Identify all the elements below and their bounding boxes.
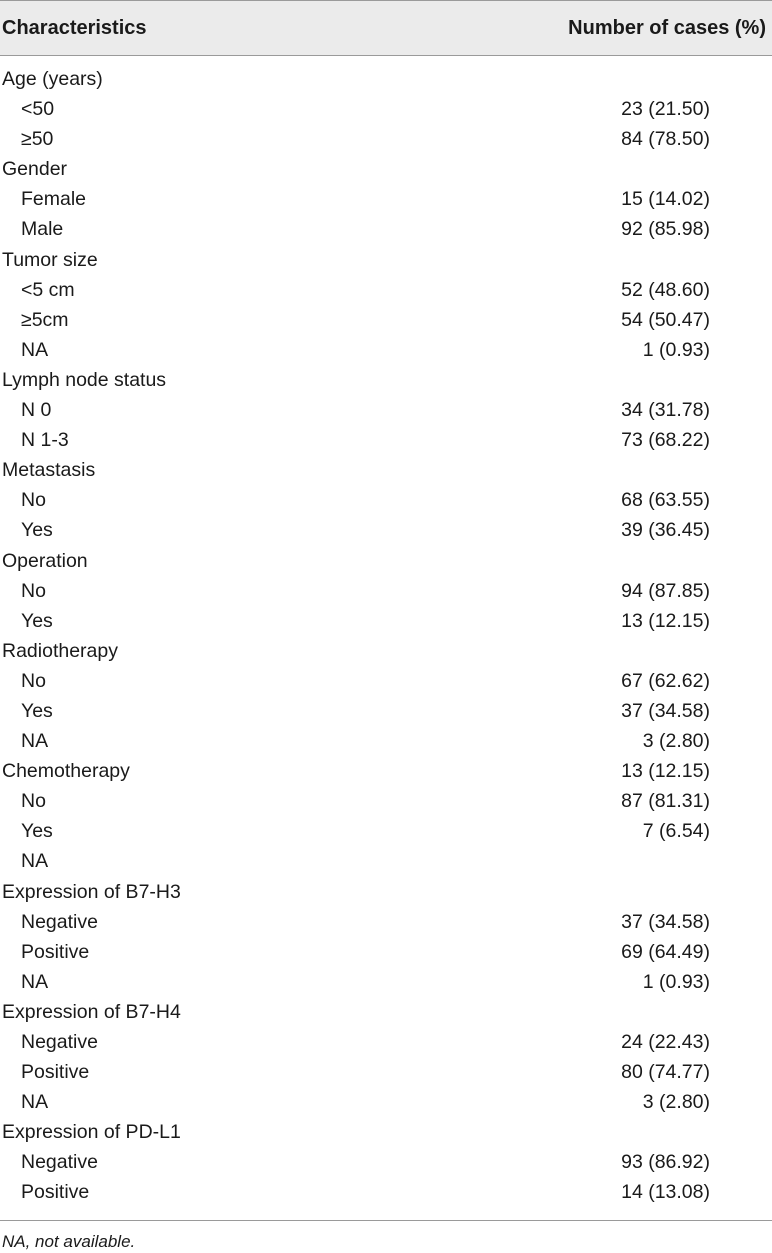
row-value: 13 (12.15) bbox=[621, 609, 710, 632]
row-value: 1 (0.93) bbox=[642, 970, 710, 993]
row-sublabel: NA bbox=[21, 338, 49, 361]
table-row bbox=[0, 786, 772, 816]
table-row bbox=[0, 94, 772, 124]
table-row bbox=[0, 245, 772, 275]
row-sublabel: N 1-3 bbox=[21, 429, 69, 452]
row-sublabel: <5 cm bbox=[21, 278, 75, 301]
row-value: 3 (2.80) bbox=[642, 1091, 710, 1114]
table-row bbox=[0, 1057, 772, 1087]
table-row bbox=[0, 816, 772, 846]
row-value: 52 (48.60) bbox=[621, 278, 710, 301]
row-sublabel: Yes bbox=[21, 820, 53, 843]
row-value: 93 (86.92) bbox=[621, 1151, 710, 1174]
table-row bbox=[0, 907, 772, 937]
row-category-label: Metastasis bbox=[2, 459, 96, 482]
row-category-label: Tumor size bbox=[2, 248, 98, 271]
table-row bbox=[0, 877, 772, 907]
row-value: 37 (34.58) bbox=[621, 910, 710, 933]
row-category-label: Expression of B7-H4 bbox=[2, 1000, 181, 1023]
table-row bbox=[0, 184, 772, 214]
row-category-label: Chemotherapy bbox=[2, 760, 130, 783]
table-row bbox=[0, 636, 772, 666]
row-sublabel: N 0 bbox=[21, 399, 52, 422]
row-value: 92 (85.98) bbox=[621, 218, 710, 241]
header-number-of-cases: Number of cases (%) bbox=[568, 17, 766, 39]
row-value: 37 (34.58) bbox=[621, 699, 710, 722]
row-value: 14 (13.08) bbox=[621, 1181, 710, 1204]
row-sublabel: Negative bbox=[21, 1151, 98, 1174]
table-row bbox=[0, 365, 772, 395]
table-row bbox=[0, 425, 772, 455]
row-sublabel: Female bbox=[21, 188, 87, 211]
row-sublabel: Positive bbox=[21, 1181, 90, 1204]
row-value: 54 (50.47) bbox=[621, 308, 710, 331]
row-value: 23 (21.50) bbox=[621, 98, 710, 121]
row-value: 34 (31.78) bbox=[621, 399, 710, 422]
table-row bbox=[0, 64, 772, 94]
row-category-label: Operation bbox=[2, 549, 88, 572]
table-row bbox=[0, 726, 772, 756]
row-sublabel: Yes bbox=[21, 699, 53, 722]
header-characteristics: Characteristics bbox=[2, 17, 147, 39]
table-row bbox=[0, 275, 772, 305]
row-value: 7 (6.54) bbox=[642, 820, 710, 843]
row-sublabel: Yes bbox=[21, 609, 53, 632]
table-row bbox=[0, 1177, 772, 1207]
row-sublabel: <50 bbox=[21, 98, 55, 121]
table-row bbox=[0, 997, 772, 1027]
row-category-label: Age (years) bbox=[2, 68, 103, 90]
row-sublabel: Positive bbox=[21, 1061, 90, 1084]
table-header bbox=[0, 0, 772, 56]
table-row bbox=[0, 395, 772, 425]
table-row bbox=[0, 576, 772, 606]
table-row bbox=[0, 1087, 772, 1117]
row-sublabel: No bbox=[21, 669, 46, 692]
table-row bbox=[0, 485, 772, 515]
row-sublabel: NA bbox=[21, 1091, 49, 1114]
table-row bbox=[0, 124, 772, 154]
table-row bbox=[0, 154, 772, 184]
table-row bbox=[0, 666, 772, 696]
row-value: 87 (81.31) bbox=[621, 790, 710, 813]
row-value: 80 (74.77) bbox=[621, 1061, 710, 1084]
row-sublabel: Positive bbox=[21, 940, 90, 963]
row-sublabel: Negative bbox=[21, 1031, 98, 1053]
table-row bbox=[0, 967, 772, 997]
table-row bbox=[0, 1027, 772, 1057]
row-value: 39 (36.45) bbox=[621, 519, 710, 542]
row-value: 13 (12.15) bbox=[621, 760, 710, 783]
row-value: 68 (63.55) bbox=[621, 489, 710, 512]
table-row bbox=[0, 455, 772, 485]
table-row bbox=[0, 546, 772, 576]
table-row bbox=[0, 606, 772, 636]
table-row bbox=[0, 846, 772, 876]
table-bottom-rule bbox=[0, 1220, 772, 1221]
table-row bbox=[0, 1147, 772, 1177]
row-sublabel: Male bbox=[21, 218, 64, 241]
row-category-label: Radiotherapy bbox=[2, 639, 118, 662]
row-sublabel: NA bbox=[21, 850, 49, 873]
row-value: 67 (62.62) bbox=[621, 669, 710, 692]
table-row bbox=[0, 696, 772, 726]
table-row bbox=[0, 335, 772, 365]
row-sublabel: No bbox=[21, 790, 46, 813]
row-sublabel: NA bbox=[21, 970, 49, 993]
table-row bbox=[0, 305, 772, 335]
table-row bbox=[0, 515, 772, 545]
row-value: 1 (0.93) bbox=[642, 338, 710, 361]
row-value: 84 (78.50) bbox=[621, 128, 710, 151]
row-value: 15 (14.02) bbox=[621, 188, 710, 211]
row-sublabel: Yes bbox=[21, 519, 53, 542]
row-value: 24 (22.43) bbox=[621, 1031, 710, 1053]
row-sublabel: ≥5cm bbox=[21, 308, 69, 331]
row-category-label: Expression of B7-H3 bbox=[2, 880, 181, 903]
row-sublabel: No bbox=[21, 579, 46, 602]
table-row bbox=[0, 1117, 772, 1147]
row-sublabel: ≥50 bbox=[21, 128, 54, 151]
row-category-label: Expression of PD-L1 bbox=[2, 1121, 181, 1144]
row-category-label: Lymph node status bbox=[2, 368, 167, 391]
row-sublabel: NA bbox=[21, 730, 49, 753]
row-value: 69 (64.49) bbox=[621, 940, 710, 963]
row-value: 94 (87.85) bbox=[621, 579, 710, 602]
table-body bbox=[0, 64, 772, 1208]
table-footnote: NA, not available. bbox=[2, 1232, 136, 1251]
row-sublabel: Negative bbox=[21, 910, 98, 933]
table-row bbox=[0, 214, 772, 244]
row-value: 3 (2.80) bbox=[642, 730, 710, 753]
table-row bbox=[0, 937, 772, 967]
row-category-label: Gender bbox=[2, 158, 68, 181]
row-value: 73 (68.22) bbox=[621, 429, 710, 452]
table-row bbox=[0, 756, 772, 786]
row-sublabel: No bbox=[21, 489, 46, 512]
